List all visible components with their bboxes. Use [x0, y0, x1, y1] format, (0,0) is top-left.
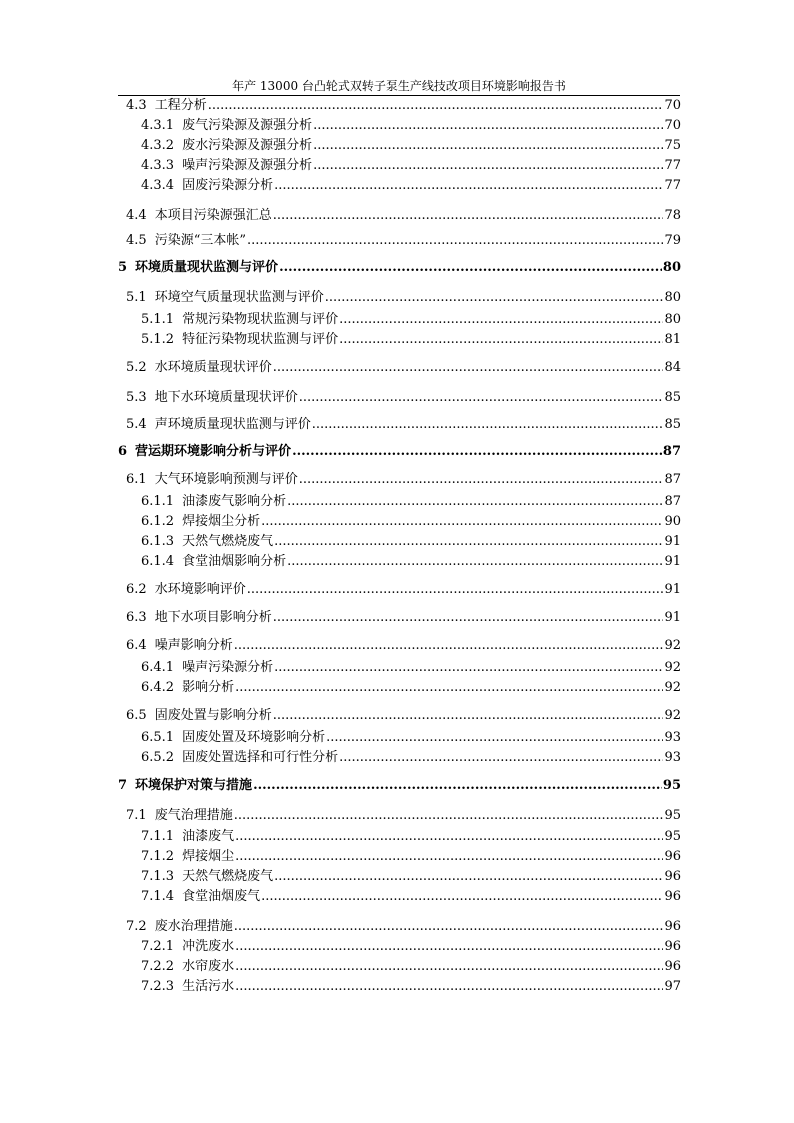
toc-entry-number: 6.5.2 [141, 750, 175, 765]
toc-entry[interactable] [118, 330, 681, 350]
toc-entry-page: 75 [664, 138, 681, 153]
toc-entry-label [141, 827, 235, 847]
toc-entry-page: 79 [664, 233, 681, 248]
dot-leader [208, 96, 664, 116]
dot-leader [339, 310, 663, 330]
dot-leader [247, 580, 664, 600]
toc-entry-number: 6.1 [126, 472, 147, 487]
toc-entry-page: 91 [664, 582, 681, 597]
toc-entry-number: 5.1.1 [141, 312, 175, 327]
toc-entry-title: 大气环境影响预测与评价 [154, 472, 298, 487]
dot-leader [274, 658, 663, 678]
toc-entry-number: 4.4 [126, 208, 147, 223]
dot-leader [235, 957, 663, 977]
toc-entry-number: 6.5.1 [141, 730, 175, 745]
toc-entry[interactable] [118, 492, 681, 512]
toc-entry-label [126, 580, 247, 600]
toc-entry-title: 固废处置及环境影响分析 [182, 730, 326, 745]
toc-entry[interactable] [118, 96, 681, 116]
toc-entry-number: 6.4.2 [141, 680, 175, 695]
toc-entry[interactable] [118, 206, 681, 226]
toc-entry-page: 96 [664, 869, 681, 884]
dot-leader [287, 552, 663, 572]
toc-entry-title: 食堂油烟影响分析 [182, 554, 287, 569]
toc-entry-number: 6.1.4 [141, 554, 175, 569]
toc-entry-number: 6.1.3 [141, 534, 175, 549]
toc-entry-page: 95 [664, 808, 681, 823]
toc-entry-title: 冲洗废水 [182, 939, 235, 954]
toc-entry[interactable] [118, 532, 681, 552]
toc-entry-page: 78 [664, 208, 681, 223]
toc-entry-page: 87 [664, 494, 681, 509]
toc-entry-label [126, 470, 299, 490]
toc-entry-number: 4.3.3 [141, 158, 175, 173]
dot-leader [273, 358, 664, 378]
toc-entry-title: 影响分析 [182, 680, 235, 695]
toc-entry-label [126, 288, 325, 308]
toc-entry-page: 87 [664, 472, 681, 487]
toc-entry-page: 91 [664, 610, 681, 625]
toc-entry-page: 80 [662, 260, 681, 275]
toc-entry-title: 水环境质量现状评价 [154, 360, 272, 375]
dot-leader [235, 937, 663, 957]
dot-leader [235, 827, 663, 847]
toc-entry-page: 70 [664, 98, 681, 113]
toc-entry-number: 6.4.1 [141, 660, 175, 675]
toc-entry[interactable] [118, 512, 681, 532]
toc-entry-title: 固废处置与影响分析 [154, 708, 272, 723]
toc-entry-page: 80 [664, 312, 681, 327]
toc-entry-label [118, 442, 292, 462]
dot-leader [299, 470, 664, 490]
toc-entry-label [141, 748, 339, 768]
toc-entry-number: 7.2.2 [141, 959, 175, 974]
toc-entry-title: 焊接烟尘 [182, 849, 235, 864]
toc-entry-label [141, 512, 261, 532]
toc-entry-number: 6.1.2 [141, 514, 175, 529]
toc-entry-page: 81 [664, 332, 681, 347]
toc-entry-number: 7.1.2 [141, 849, 175, 864]
toc-entry-page: 95 [664, 829, 681, 844]
toc-entry-title: 地下水环境质量现状评价 [154, 390, 298, 405]
toc-entry-label [126, 608, 273, 628]
toc-entry-title: 污染源“三本帐” [154, 233, 246, 248]
toc-entry[interactable] [118, 358, 681, 378]
toc-entry-label [141, 937, 235, 957]
toc-entry-number: 7.2.3 [141, 979, 175, 994]
toc-entry-page: 77 [664, 158, 681, 173]
toc-entry[interactable] [118, 806, 681, 826]
toc-entry-label [126, 231, 247, 251]
toc-entry[interactable] [118, 442, 681, 462]
toc-entry-number: 4.3.1 [141, 118, 175, 133]
toc-entry[interactable] [118, 580, 681, 600]
toc-entry-title: 环境保护对策与措施 [135, 778, 253, 793]
toc-entry-page: 96 [664, 939, 681, 954]
toc-entry-title: 油漆废气 [182, 829, 235, 844]
toc-entry-page: 96 [664, 959, 681, 974]
toc-entry-number: 7.1.1 [141, 829, 175, 844]
dot-leader [273, 706, 664, 726]
toc-entry-label [126, 358, 273, 378]
toc-entry-page: 96 [664, 849, 681, 864]
toc-entry-label [118, 258, 279, 278]
toc-entry-page: 93 [664, 750, 681, 765]
toc-entry-title: 特征污染物现状监测与评价 [182, 332, 339, 347]
toc-entry-page: 77 [664, 178, 681, 193]
toc-entry-number: 7.2 [126, 919, 147, 934]
toc-entry-page: 93 [664, 730, 681, 745]
dot-leader [235, 847, 663, 867]
toc-entry-number: 5.1 [126, 290, 147, 305]
running-header: 年产 13000 台凸轮式双转子泵生产线技改项目环境影响报告书 [232, 79, 566, 93]
toc-entry[interactable] [118, 288, 681, 308]
toc-entry-label [126, 636, 234, 656]
toc-entry-title: 工程分析 [154, 98, 207, 113]
toc-entry-label [141, 658, 274, 678]
dot-leader [326, 728, 663, 748]
toc-entry[interactable] [118, 706, 681, 726]
dot-leader [313, 156, 663, 176]
toc-entry-label [118, 776, 253, 796]
toc-entry-title: 废气污染源及源强分析 [182, 118, 313, 133]
toc-entry-number: 7.1.3 [141, 869, 175, 884]
toc-entry[interactable] [118, 748, 681, 768]
toc-entry-label [141, 532, 274, 552]
toc-entry-label [141, 728, 326, 748]
dot-leader [313, 136, 663, 156]
toc-entry[interactable] [118, 867, 681, 887]
toc-entry-title: 废气治理措施 [154, 808, 233, 823]
toc-entry-page: 85 [664, 390, 681, 405]
dot-leader [274, 867, 663, 887]
toc-entry[interactable] [118, 847, 681, 867]
toc-entry-page: 84 [664, 360, 681, 375]
toc-entry-label [141, 977, 235, 997]
toc-entry-title: 环境空气质量现状监测与评价 [154, 290, 324, 305]
toc-entry-page: 92 [664, 680, 681, 695]
toc-entry-label [126, 388, 299, 408]
toc-entry-number: 7.1.4 [141, 889, 175, 904]
toc-entry-label [141, 887, 261, 907]
dot-leader [261, 887, 663, 907]
toc-entry[interactable] [118, 678, 681, 698]
toc-entry-title: 油漆废气影响分析 [182, 494, 287, 509]
toc-entry[interactable] [118, 156, 681, 176]
toc-entry[interactable] [118, 728, 681, 748]
toc-entry-title: 废水治理措施 [154, 919, 233, 934]
toc-entry-title: 固废处置选择和可行性分析 [182, 750, 339, 765]
toc-entry[interactable] [118, 470, 681, 490]
toc-entry-title: 废水污染源及源强分析 [182, 138, 313, 153]
toc-entry-title: 噪声污染源及源强分析 [182, 158, 313, 173]
dot-leader [247, 231, 663, 251]
toc-entry-page: 96 [664, 919, 681, 934]
dot-leader [261, 512, 663, 532]
toc-entry-label [141, 552, 287, 572]
toc-entry-number: 4.3.4 [141, 178, 175, 193]
toc-entry-title: 地下水项目影响分析 [154, 610, 272, 625]
dot-leader [235, 678, 663, 698]
toc-entry[interactable] [118, 136, 681, 156]
toc-entry[interactable] [118, 258, 681, 278]
toc-entry-page: 92 [664, 638, 681, 653]
toc-entry-label [141, 492, 287, 512]
toc-entry-label [126, 96, 208, 116]
toc-entry[interactable] [118, 415, 681, 435]
toc-entry-label [141, 310, 339, 330]
toc-entry-number: 5.3 [126, 390, 147, 405]
toc-entry-title: 生活污水 [182, 979, 235, 994]
toc-entry-label [126, 917, 234, 937]
toc-entry-title: 水帘废水 [182, 959, 235, 974]
toc-entry[interactable] [118, 827, 681, 847]
toc-entry[interactable] [118, 116, 681, 136]
toc-entry-number: 4.3 [126, 98, 147, 113]
dot-leader [273, 608, 664, 628]
toc-entry-label [141, 330, 339, 350]
dot-leader [312, 415, 664, 435]
toc-entry-label [141, 136, 313, 156]
toc-entry-page: 80 [664, 290, 681, 305]
dot-leader [235, 977, 663, 997]
toc-entry-title: 水环境影响评价 [154, 582, 246, 597]
toc-entry-title: 焊接烟尘分析 [182, 514, 261, 529]
dot-leader [279, 258, 662, 278]
toc-entry-label [141, 867, 274, 887]
toc-entry-number: 6.1.1 [141, 494, 175, 509]
toc-entry[interactable] [118, 776, 681, 796]
toc-entry-number: 4.3.2 [141, 138, 175, 153]
dot-leader [292, 442, 662, 462]
dot-leader [325, 288, 664, 308]
toc-entry-label [126, 415, 312, 435]
toc-entry-label [141, 957, 235, 977]
toc-entry-title: 常规污染物现状监测与评价 [182, 312, 339, 327]
toc-entry-page: 96 [664, 889, 681, 904]
dot-leader [339, 330, 663, 350]
toc-entry[interactable] [118, 231, 681, 251]
toc-entry-page: 70 [664, 118, 681, 133]
toc-entry-number: 5.1.2 [141, 332, 175, 347]
toc-entry[interactable] [118, 887, 681, 907]
toc-entry-title: 本项目污染源强汇总 [154, 208, 272, 223]
dot-leader [313, 116, 663, 136]
toc-entry-page: 97 [664, 979, 681, 994]
dot-leader [299, 388, 664, 408]
toc-entry-label [126, 806, 234, 826]
toc-entry[interactable] [118, 176, 681, 196]
toc-entry-page: 95 [662, 778, 681, 793]
toc-entry-page: 91 [664, 534, 681, 549]
toc-entry[interactable] [118, 310, 681, 330]
toc-entry-number: 6.5 [126, 708, 147, 723]
toc-entry[interactable] [118, 388, 681, 408]
dot-leader [287, 492, 663, 512]
dot-leader [234, 917, 664, 937]
toc-entry-title: 环境质量现状监测与评价 [135, 260, 279, 275]
toc-entry[interactable] [118, 977, 681, 997]
dot-leader [339, 748, 663, 768]
dot-leader [274, 532, 663, 552]
dot-leader [234, 806, 664, 826]
toc-entry-title: 天然气燃烧废气 [182, 869, 274, 884]
toc-entry-number: 6.3 [126, 610, 147, 625]
toc-entry[interactable] [118, 608, 681, 628]
dot-leader [273, 206, 664, 226]
dot-leader [234, 636, 664, 656]
toc-entry-number: 6.2 [126, 582, 147, 597]
toc-entry-number: 6.4 [126, 638, 147, 653]
toc-entry[interactable] [118, 957, 681, 977]
dot-leader [274, 176, 663, 196]
toc-entry-label [141, 176, 274, 196]
toc-entry[interactable] [118, 917, 681, 937]
toc-entry-label [141, 116, 313, 136]
toc-entry-label [126, 206, 273, 226]
toc-entry-page: 92 [664, 708, 681, 723]
toc-entry-label [141, 847, 235, 867]
toc-entry-label [141, 156, 313, 176]
toc-entry-number: 7.2.1 [141, 939, 175, 954]
toc-entry-page: 92 [664, 660, 681, 675]
toc-entry-label [126, 706, 273, 726]
toc-entry-page: 90 [664, 514, 681, 529]
toc-entry-number: 6 [118, 444, 128, 459]
toc-entry-title: 声环境质量现状监测与评价 [154, 417, 311, 432]
toc-entry-title: 营运期环境影响分析与评价 [135, 444, 292, 459]
toc-entry-label [141, 678, 235, 698]
toc-entry-number: 5 [118, 260, 128, 275]
toc-entry[interactable] [118, 658, 681, 678]
toc-entry-title: 噪声影响分析 [154, 638, 233, 653]
toc-entry-title: 噪声污染源分析 [182, 660, 274, 675]
dot-leader [253, 776, 662, 796]
toc-entry-number: 5.2 [126, 360, 147, 375]
toc-entry[interactable] [118, 636, 681, 656]
toc-entry-number: 4.5 [126, 233, 147, 248]
toc-entry[interactable] [118, 937, 681, 957]
toc-entry-page: 87 [662, 444, 681, 459]
toc-entry-title: 食堂油烟废气 [182, 889, 261, 904]
toc-entry-title: 固废污染源分析 [182, 178, 274, 193]
toc-entry-page: 85 [664, 417, 681, 432]
toc-entry-page: 91 [664, 554, 681, 569]
toc-entry-number: 7.1 [126, 808, 147, 823]
toc-entry-title: 天然气燃烧废气 [182, 534, 274, 549]
toc-entry-number: 5.4 [126, 417, 147, 432]
toc-entry-number: 7 [118, 778, 128, 793]
toc-entry[interactable] [118, 552, 681, 572]
